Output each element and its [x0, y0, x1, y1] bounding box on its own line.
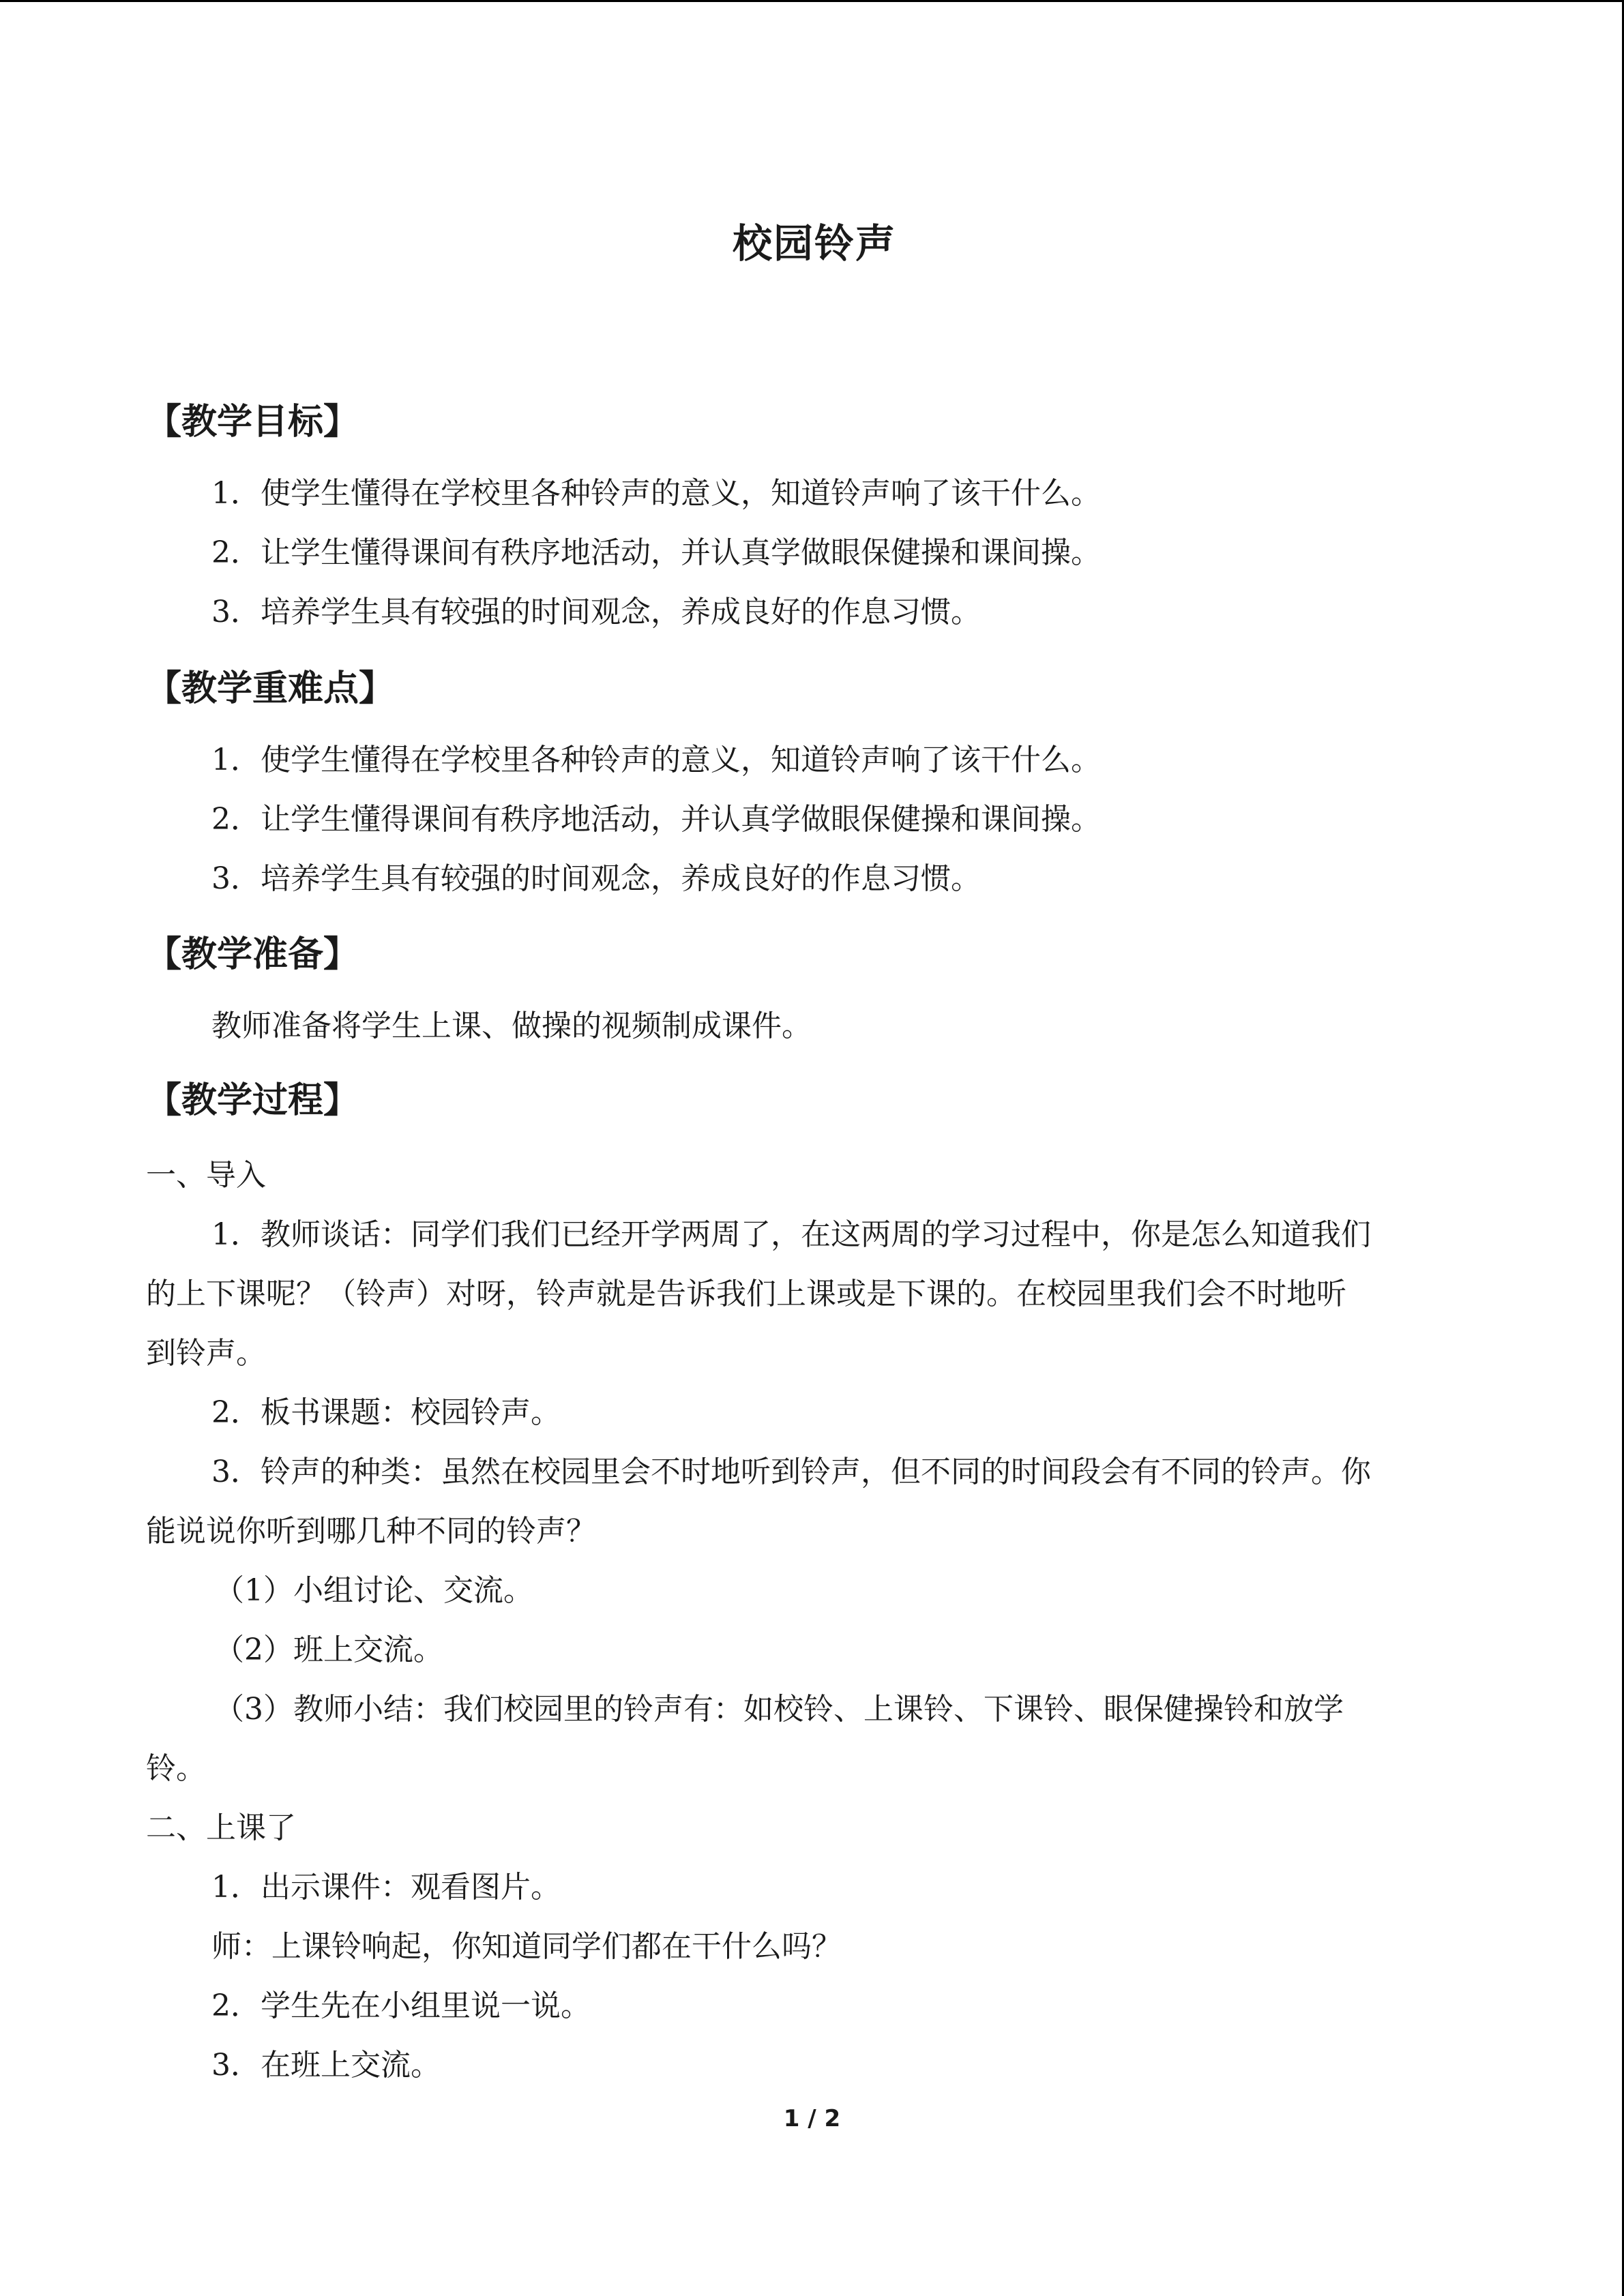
process-part1-title: 一、导入: [146, 1158, 266, 1193]
document-title: 校园铃声: [732, 220, 896, 267]
process-part1-sub3-line1: （3）教师小结：我们校园里的铃声有：如校铃、上课铃、下课铃、眼保健操铃和放学: [214, 1692, 1344, 1727]
process-part1-p1-line3: 到铃声。: [146, 1336, 266, 1371]
process-part2-p3: 3．在班上交流。: [211, 2048, 441, 2083]
process-part1-sub3-line2: 铃。: [146, 1751, 206, 1786]
process-part2-p1: 1．出示课件：观看图片。: [211, 1870, 561, 1905]
section-heading-objectives: 【教学目标】: [146, 402, 359, 443]
process-part2-teacher: 师：上课铃响起，你知道同学们都在干什么吗？: [211, 1929, 842, 1964]
process-part2-p2: 2．学生先在小组里说一说。: [211, 1988, 591, 2023]
section-heading-preparation: 【教学准备】: [146, 934, 359, 975]
process-part1-p2: 2．板书课题：校园铃声。: [211, 1395, 561, 1430]
process-part1-p3-line2: 能说说你听到哪几种不同的铃声？: [146, 1514, 596, 1549]
process-part1-p3-line1: 3．铃声的种类：虽然在校园里会不时地听到铃声，但不同的时间段会有不同的铃声。你: [211, 1455, 1371, 1489]
objective-item-3: 3．培养学生具有较强的时间观念，养成良好的作息习惯。: [211, 595, 981, 629]
page-border-top: [0, 0, 1624, 2]
process-part1-sub1: （1）小组讨论、交流。: [214, 1573, 533, 1608]
process-part1-p1-line1: 1．教师谈话：同学们我们已经开学两周了，在这两周的学习过程中，你是怎么知道我们: [211, 1217, 1371, 1252]
key-point-item-2: 2．让学生懂得课间有秩序地活动，并认真学做眼保健操和课间操。: [211, 802, 1101, 837]
process-part2-title: 二、上课了: [146, 1810, 296, 1845]
key-point-item-1: 1．使学生懂得在学校里各种铃声的意义，知道铃声响了该干什么。: [211, 743, 1101, 777]
section-heading-key-points: 【教学重难点】: [146, 668, 395, 709]
key-point-item-3: 3．培养学生具有较强的时间观念，养成良好的作息习惯。: [211, 861, 981, 896]
objective-item-2: 2．让学生懂得课间有秩序地活动，并认真学做眼保健操和课间操。: [211, 535, 1101, 570]
preparation-text: 教师准备将学生上课、做操的视频制成课件。: [211, 1009, 812, 1043]
page-number: 1 / 2: [783, 2105, 841, 2132]
process-part1-p1-line2: 的上下课呢？（铃声）对呀，铃声就是告诉我们上课或是下课的。在校园里我们会不时地听: [146, 1277, 1346, 1311]
objective-item-1: 1．使学生懂得在学校里各种铃声的意义，知道铃声响了该干什么。: [211, 476, 1101, 511]
process-part1-sub2: （2）班上交流。: [214, 1632, 443, 1667]
section-heading-process: 【教学过程】: [146, 1080, 359, 1121]
